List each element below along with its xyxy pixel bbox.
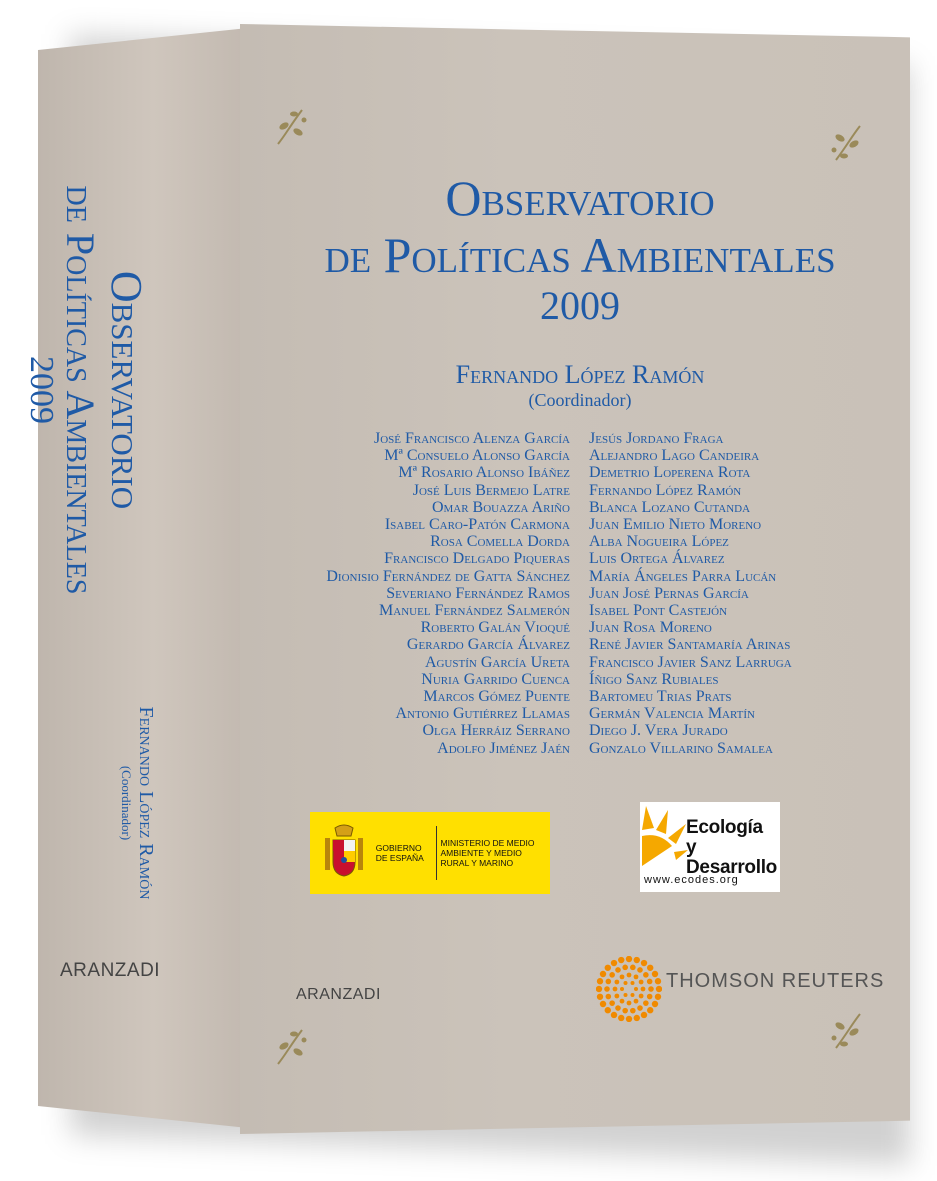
ecodes-name: Ecología y Desarrollo: [686, 817, 777, 878]
author-name: Fernando López Ramón: [589, 481, 742, 499]
spine-title-line-3: 2009: [23, 356, 61, 424]
author-name: Francisco Javier Sanz Larruga: [589, 653, 792, 671]
author-name: Mª Consuelo Alonso García: [384, 447, 570, 465]
author-name: Luis Ortega Álvarez: [589, 550, 725, 568]
ornament-top-right-icon: [826, 122, 866, 166]
cover-coordinator: [280, 360, 880, 411]
spine-coordinator-role: (Coordinador): [119, 765, 134, 841]
sun-icon: [642, 806, 688, 868]
ornament-bottom-left-icon: [272, 1024, 312, 1068]
author-name: José Francisco Alenza García: [373, 430, 570, 447]
author-name: Antonio Gutiérrez Llamas: [395, 705, 570, 723]
author-name: Francisco Delgado Piqueras: [384, 550, 570, 568]
author-name: Germán Valencia Martín: [589, 705, 755, 723]
cover-title-year: 2009: [540, 283, 620, 328]
author-name: Blanca Lozano Cutanda: [589, 498, 751, 516]
author-name: Alejandro Lago Candeira: [589, 447, 760, 465]
ministerio-text: MINISTERIO DE MEDIO AMBIENTE Y MEDIO RURAL Y MARINO: [440, 837, 535, 869]
author-name: Gonzalo Villarino Samalea: [589, 739, 773, 757]
author-name: Demetrio Loperena Rota: [589, 464, 751, 482]
authors-left-column: [326, 430, 570, 757]
thomson-reuters-dots-icon: [596, 956, 662, 1022]
author-name: Juan Emilio Nieto Moreno: [589, 516, 762, 534]
author-name: Gerardo García Álvarez: [406, 636, 570, 654]
spine-title: [23, 130, 150, 650]
ornament-top-left-icon: [272, 104, 312, 148]
coordinator-role: (Coordinador): [528, 390, 632, 410]
spine-coordinator-name: Fernando López Ramón: [135, 706, 157, 900]
ornament-bottom-right-icon: [826, 1010, 866, 1054]
cover-title: [280, 170, 880, 328]
author-name: Isabel Pont Castejón: [589, 602, 728, 620]
author-name: María Ángeles Parra Lucán: [589, 567, 777, 585]
authors-right-column: [589, 430, 792, 757]
gobierno-logo: [310, 812, 550, 894]
author-name: Mª Rosario Alonso Ibáñez: [398, 464, 570, 482]
thomson-reuters-name: THOMSON REUTERS: [666, 970, 885, 992]
coat-of-arms-icon: [318, 822, 370, 884]
author-name: Agustín García Ureta: [424, 653, 570, 671]
spine-publisher: ARANZADI: [60, 960, 161, 981]
front-publisher: ARANZADI: [296, 986, 381, 1003]
author-name: Dionisio Fernández de Gatta Sánchez: [326, 567, 570, 585]
gobierno-text: GOBIERNO DE ESPAÑA: [375, 842, 424, 863]
author-name: Juan Rosa Moreno: [589, 619, 712, 637]
spine-author: [118, 678, 158, 928]
author-name: Íñigo Sanz Rubiales: [589, 670, 719, 688]
author-name: Severiano Fernández Ramos: [386, 584, 570, 602]
author-name: Rosa Comella Dorda: [430, 533, 570, 551]
author-name: Jesús Jordano Fraga: [589, 430, 724, 447]
author-name: Alba Nogueira López: [589, 533, 729, 551]
author-name: Marcos Gómez Puente: [423, 688, 570, 706]
ecodes-url: www.ecodes.org: [644, 874, 739, 886]
author-name: José Luis Bermejo Latre: [412, 481, 570, 499]
author-name: Juan José Pernas García: [589, 584, 749, 602]
author-name: Diego J. Vera Jurado: [589, 722, 728, 740]
author-name: René Javier Santamaría Arinas: [589, 636, 791, 654]
cover-title-line-1: Observatorio: [445, 170, 715, 226]
author-name: Nuria Garrido Cuenca: [421, 670, 570, 688]
author-name: Omar Bouazza Ariño: [431, 498, 570, 516]
author-name: Isabel Caro-Patón Carmona: [384, 516, 570, 534]
author-name: Bartomeu Trias Prats: [589, 688, 732, 706]
author-name: Olga Herráiz Serrano: [422, 722, 570, 740]
author-name: Manuel Fernández Salmerón: [379, 602, 570, 620]
spine-title-line-1: Observatorio: [102, 270, 151, 510]
spine-title-line-2: de Políticas Ambientales: [58, 185, 104, 595]
cover-title-line-2: de Políticas Ambientales: [324, 226, 836, 283]
author-name: Roberto Galán Vioqué: [420, 619, 570, 637]
logo-divider: [436, 826, 437, 880]
coordinator-name: Fernando López Ramón: [455, 360, 705, 389]
ecodes-logo: [640, 802, 780, 892]
author-name: Adolfo Jiménez Jaén: [437, 739, 570, 757]
